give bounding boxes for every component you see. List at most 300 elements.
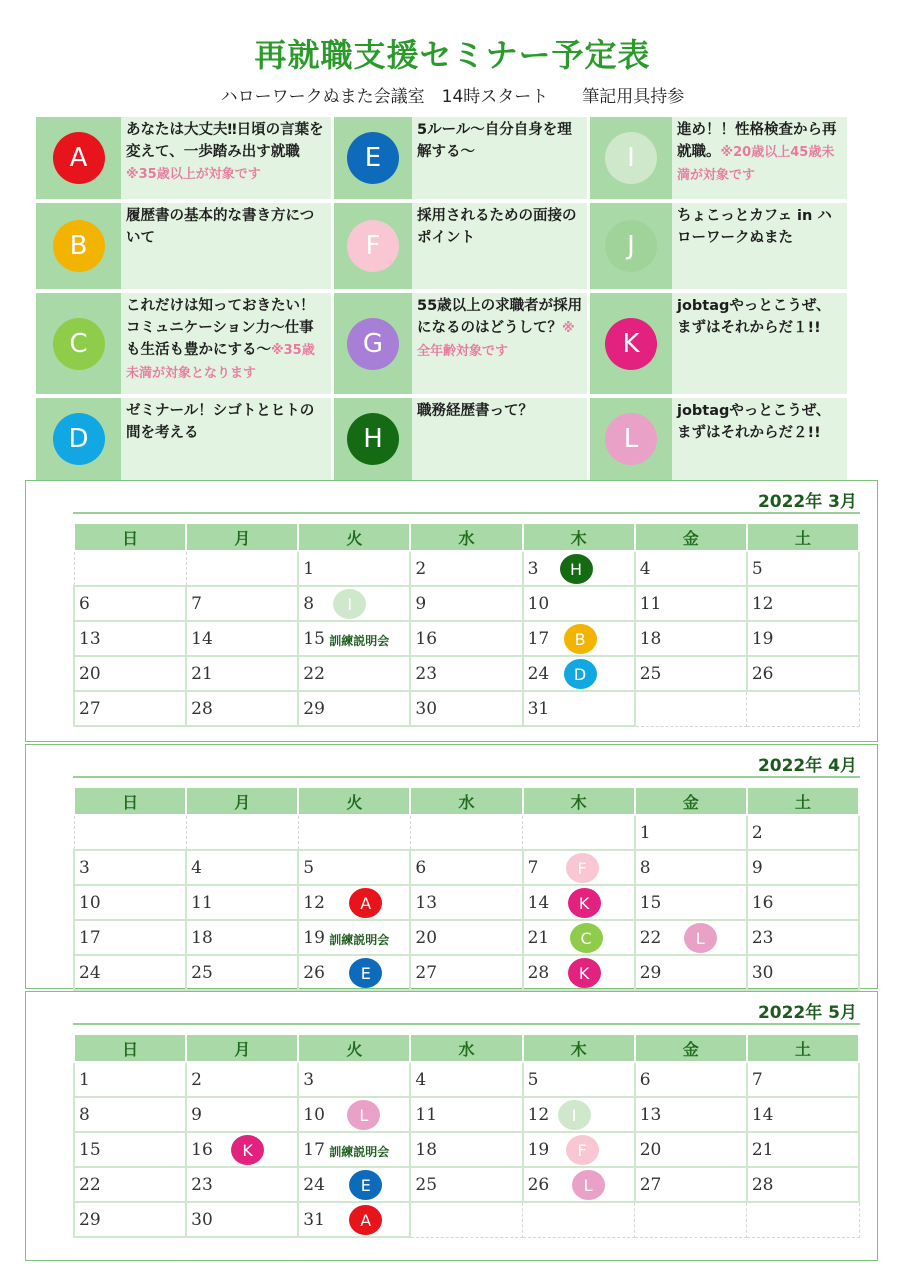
day-number: 9 (191, 1105, 202, 1125)
calendar-day (74, 815, 186, 850)
seminar-badge-a: A (53, 132, 105, 184)
calendar-day (74, 691, 186, 726)
day-number: 30 (751, 963, 774, 983)
day-number: 9 (415, 594, 427, 614)
day-number: 25 (415, 1175, 438, 1195)
calendar-week (74, 885, 859, 920)
day-number: 5 (303, 858, 315, 878)
seminar-marker-f: F (566, 853, 599, 883)
seminar-marker-b: B (564, 624, 597, 654)
day-number: 31 (527, 699, 550, 719)
day-number: 21 (751, 1140, 774, 1160)
day-number: 14 (751, 1105, 774, 1125)
legend-badge-box (334, 293, 412, 394)
calendar-day (410, 1167, 522, 1202)
legend-text (121, 398, 331, 480)
day-number: 27 (79, 699, 101, 719)
calendar-title: 2022年 5月 (757, 1003, 857, 1023)
legend-item-b (36, 203, 331, 289)
calendar-day (410, 920, 522, 955)
day-number: 23 (191, 1175, 213, 1195)
legend-text (412, 398, 587, 480)
calendar-title: 2022年 3月 (757, 492, 857, 512)
legend-row (36, 203, 872, 289)
seminar-badge-h: H (347, 413, 399, 465)
seminar-title: 職務経歴書って？ (417, 403, 533, 419)
legend-badge-box (590, 398, 672, 480)
day-number: 20 (639, 1140, 662, 1160)
seminar-title: jobtagやっとこうぜ、まずはそれからだ１!! (677, 298, 831, 336)
seminar-legend (36, 117, 872, 480)
calendar-day (74, 885, 186, 920)
legend-text (672, 117, 847, 199)
legend-row (36, 117, 872, 199)
weekday-header: 日 (74, 1034, 186, 1062)
legend-row (36, 398, 872, 480)
weekday-header: 木 (523, 787, 635, 815)
calendar-week (74, 1097, 859, 1132)
calendar-day (410, 815, 522, 850)
seminar-badge-e: E (347, 132, 399, 184)
day-number: 4 (191, 858, 202, 878)
seminar-marker-i: I (558, 1100, 591, 1130)
calendar-week (74, 621, 859, 656)
weekday-header: 木 (523, 523, 635, 551)
legend-item-c (36, 293, 331, 394)
calendar-day (186, 850, 298, 885)
calendar-day (523, 656, 635, 691)
calendar-rule (73, 776, 860, 778)
day-number: 19 (527, 1140, 550, 1160)
legend-row (36, 293, 872, 394)
seminar-note: ※20歳以上45歳未満が対象です (677, 145, 835, 183)
weekday-header: 土 (747, 787, 859, 815)
day-number: 10 (527, 594, 550, 614)
day-number: 10 (79, 893, 101, 913)
calendar-day (298, 691, 410, 726)
day-number: 3 (79, 858, 90, 878)
calendar-april (25, 744, 878, 989)
weekday-header: 水 (410, 1034, 522, 1062)
calendar-day (74, 1202, 186, 1237)
page-subtitle: ハローワークぬまた会議室 14時スタート 筆記用具持参 (220, 87, 685, 107)
day-number: 2 (415, 559, 427, 579)
calendar-day (298, 885, 410, 920)
seminar-note: ※35歳未満が対象となります (126, 343, 315, 381)
calendar-week (74, 1132, 859, 1167)
day-number: 29 (79, 1210, 101, 1230)
legend-text (412, 293, 587, 394)
calendar-day (74, 1167, 186, 1202)
legend-badge-box (36, 117, 121, 199)
weekday-header: 木 (523, 1034, 635, 1062)
legend-item-f (334, 203, 587, 289)
day-number: 18 (191, 928, 213, 948)
day-number: 7 (751, 1070, 763, 1090)
calendar-day (186, 920, 298, 955)
day-number: 13 (415, 893, 438, 913)
calendar-day (635, 551, 747, 586)
legend-badge-box (334, 203, 412, 289)
calendar-day (523, 850, 635, 885)
day-number: 4 (415, 1070, 427, 1090)
seminar-title: 55歳以上の求職者が採用になるのはどうして？ (417, 298, 583, 336)
legend-badge-box (590, 293, 672, 394)
calendar-day (635, 586, 747, 621)
calendar-rule (73, 512, 860, 514)
calendar-week (74, 1062, 859, 1097)
calendar-day (410, 1097, 522, 1132)
calendar-day (635, 621, 747, 656)
day-number: 11 (415, 1105, 438, 1125)
weekday-header: 金 (635, 1034, 747, 1062)
legend-badge-box (334, 117, 412, 199)
day-number: 15 (303, 629, 325, 649)
legend-badge-box (334, 398, 412, 480)
legend-text (121, 293, 331, 394)
calendar-day (410, 955, 522, 990)
calendar-week (74, 1167, 859, 1202)
calendar-week (74, 955, 859, 990)
calendar-week (74, 586, 859, 621)
calendar-day (298, 551, 410, 586)
event-label: 訓練説明会 (329, 933, 390, 947)
weekday-header: 日 (74, 787, 186, 815)
seminar-note: ※35歳以上が対象です (126, 167, 261, 182)
calendar-day (186, 1097, 298, 1132)
calendar-day (635, 815, 747, 850)
day-number: 10 (303, 1105, 325, 1125)
legend-badge-box (590, 203, 672, 289)
day-number: 5 (527, 1070, 539, 1090)
calendar-day (298, 955, 410, 990)
calendar-day (747, 885, 859, 920)
calendar-day (186, 1062, 298, 1097)
seminar-marker-h: H (560, 554, 593, 584)
day-number: 26 (527, 1175, 550, 1195)
day-number: 11 (191, 893, 213, 913)
legend-text (121, 203, 331, 289)
calendar-day (410, 850, 522, 885)
calendar-day (298, 1062, 410, 1097)
day-number: 12 (303, 893, 325, 913)
calendar-week (74, 815, 859, 850)
day-number: 28 (527, 963, 550, 983)
weekday-header: 水 (410, 787, 522, 815)
calendar-day (523, 691, 635, 726)
seminar-marker-a: A (349, 888, 382, 918)
calendar-day (523, 955, 635, 990)
seminar-marker-l: L (572, 1170, 605, 1200)
calendar-grid (73, 786, 860, 991)
calendar-day (523, 920, 635, 955)
day-number: 6 (415, 858, 427, 878)
calendar-day (747, 691, 859, 726)
calendar-grid (73, 1033, 860, 1238)
seminar-marker-e: E (349, 958, 382, 988)
day-number: 15 (79, 1140, 101, 1160)
day-number: 24 (303, 1175, 325, 1195)
legend-text (672, 398, 847, 480)
seminar-badge-k: K (605, 318, 657, 370)
day-number: 1 (639, 823, 651, 843)
day-number: 29 (303, 699, 325, 719)
weekday-header: 土 (747, 1034, 859, 1062)
legend-text (412, 117, 587, 199)
seminar-badge-f: F (347, 220, 399, 272)
seminar-marker-d: D (564, 659, 597, 689)
legend-badge-box (590, 117, 672, 199)
calendar-day (523, 815, 635, 850)
day-number: 3 (303, 1070, 315, 1090)
calendar-day (298, 1167, 410, 1202)
day-number: 15 (639, 893, 662, 913)
event-label: 訓練説明会 (329, 1145, 390, 1159)
calendar-day (410, 1202, 522, 1237)
page-title: 再就職支援セミナー予定表 (254, 36, 651, 74)
calendar-day (298, 1097, 410, 1132)
calendar-day (186, 621, 298, 656)
calendar-day (747, 1167, 859, 1202)
legend-badge-box (36, 398, 121, 480)
calendar-week (74, 656, 859, 691)
calendar-day (635, 955, 747, 990)
day-number: 23 (415, 664, 438, 684)
calendar-day (74, 850, 186, 885)
calendar-rule (73, 1023, 860, 1025)
day-number: 22 (79, 1175, 101, 1195)
day-number: 26 (303, 963, 325, 983)
seminar-marker-e: E (349, 1170, 382, 1200)
day-number: 16 (751, 893, 774, 913)
calendar-day (74, 1132, 186, 1167)
day-number: 30 (191, 1210, 213, 1230)
weekday-header: 土 (747, 523, 859, 551)
seminar-title: これだけは知っておきたい！コミュニケーション力～仕事も生活も豊かにする～ (126, 298, 315, 358)
day-number: 27 (415, 963, 438, 983)
legend-item-g (334, 293, 587, 394)
weekday-header: 金 (635, 523, 747, 551)
calendar-day (298, 920, 410, 955)
calendar-week (74, 920, 859, 955)
calendar-day (747, 1097, 859, 1132)
day-number: 21 (191, 664, 213, 684)
seminar-title: 5ルール～自分自身を理解する～ (417, 122, 572, 160)
day-number: 4 (639, 559, 651, 579)
calendar-day (410, 621, 522, 656)
calendar-day (74, 1062, 186, 1097)
calendar-day (186, 586, 298, 621)
day-number: 8 (303, 594, 315, 614)
day-number: 8 (639, 858, 651, 878)
calendar-day (74, 656, 186, 691)
calendar-day (747, 1202, 859, 1237)
calendar-day (747, 1132, 859, 1167)
day-number: 13 (79, 629, 101, 649)
calendar-day (523, 885, 635, 920)
seminar-title: ちょこっとカフェ in ハローワークぬまた (677, 208, 832, 246)
seminar-title: あなたは大丈夫‼日頃の言葉を変えて、一歩踏み出す就職 (126, 122, 324, 160)
calendar-day (523, 1202, 635, 1237)
calendar-day (298, 1202, 410, 1237)
calendar-day (747, 955, 859, 990)
calendar-day (747, 551, 859, 586)
calendar-week (74, 1202, 859, 1237)
calendar-day (298, 1132, 410, 1167)
day-number: 24 (527, 664, 550, 684)
calendar-day (523, 586, 635, 621)
seminar-badge-c: C (53, 318, 105, 370)
day-number: 1 (79, 1070, 90, 1090)
legend-badge-box (36, 203, 121, 289)
legend-text (672, 293, 847, 394)
weekday-header: 水 (410, 523, 522, 551)
day-number: 11 (639, 594, 662, 614)
calendar-day (635, 1167, 747, 1202)
day-number: 3 (527, 559, 539, 579)
weekday-header: 月 (186, 1034, 298, 1062)
calendar-day (74, 920, 186, 955)
day-number: 2 (751, 823, 763, 843)
calendar-week (74, 691, 859, 726)
calendar-day (298, 621, 410, 656)
legend-item-i (590, 117, 847, 199)
calendar-day (635, 850, 747, 885)
seminar-marker-k: K (568, 888, 601, 918)
day-number: 22 (639, 928, 662, 948)
seminar-title: jobtagやっとこうぜ、まずはそれからだ２!! (677, 403, 831, 441)
day-number: 14 (527, 893, 550, 913)
seminar-title: ゼミナール！シゴトとヒトの間を考える (126, 403, 315, 441)
calendar-march (25, 480, 878, 742)
calendar-day (523, 1062, 635, 1097)
day-number: 25 (639, 664, 662, 684)
seminar-badge-d: D (53, 413, 105, 465)
day-number: 28 (751, 1175, 774, 1195)
calendar-day (410, 551, 522, 586)
seminar-marker-a: A (349, 1205, 382, 1235)
day-number: 2 (191, 1070, 202, 1090)
calendar-day (74, 586, 186, 621)
calendar-day (410, 656, 522, 691)
legend-badge-box (36, 293, 121, 394)
day-number: 25 (191, 963, 213, 983)
seminar-marker-k: K (568, 958, 601, 988)
seminar-badge-l: L (605, 413, 657, 465)
calendar-day (186, 691, 298, 726)
calendar-day (747, 815, 859, 850)
day-number: 20 (79, 664, 101, 684)
weekday-header: 月 (186, 787, 298, 815)
calendar-day (523, 551, 635, 586)
calendar-day (635, 691, 747, 726)
legend-item-a (36, 117, 331, 199)
legend-text (412, 203, 587, 289)
legend-item-d (36, 398, 331, 480)
weekday-header: 火 (298, 787, 410, 815)
day-number: 16 (415, 629, 438, 649)
calendar-day (635, 885, 747, 920)
legend-item-l (590, 398, 847, 480)
day-number: 30 (415, 699, 438, 719)
seminar-title: 採用されるための面接のポイント (417, 208, 577, 246)
calendar-day (186, 551, 298, 586)
day-number: 22 (303, 664, 325, 684)
weekday-header: 金 (635, 787, 747, 815)
calendar-title: 2022年 4月 (757, 756, 857, 776)
calendar-day (410, 691, 522, 726)
calendar-day (410, 1062, 522, 1097)
seminar-badge-i: I (605, 132, 657, 184)
day-number: 28 (191, 699, 213, 719)
calendar-day (410, 1132, 522, 1167)
seminar-badge-j: J (605, 220, 657, 272)
day-number: 7 (527, 858, 539, 878)
weekday-header: 月 (186, 523, 298, 551)
calendar-day (635, 920, 747, 955)
calendar-day (635, 1202, 747, 1237)
day-number: 17 (527, 629, 550, 649)
calendar-day (523, 621, 635, 656)
calendar-day (186, 815, 298, 850)
calendar-day (747, 920, 859, 955)
calendar-day (410, 586, 522, 621)
calendar-day (186, 1167, 298, 1202)
calendar-day (523, 1097, 635, 1132)
day-number: 19 (751, 629, 774, 649)
seminar-marker-k: K (231, 1135, 264, 1165)
event-label: 訓練説明会 (329, 634, 390, 648)
legend-text (121, 117, 331, 199)
day-number: 7 (191, 594, 202, 614)
seminar-marker-f: F (566, 1135, 599, 1165)
legend-text (672, 203, 847, 289)
calendar-day (186, 1132, 298, 1167)
calendar-day (298, 815, 410, 850)
day-number: 12 (751, 594, 774, 614)
day-number: 20 (415, 928, 438, 948)
legend-item-h (334, 398, 587, 480)
calendar-day (74, 551, 186, 586)
calendar-day (186, 656, 298, 691)
day-number: 18 (639, 629, 662, 649)
seminar-marker-l: L (347, 1100, 380, 1130)
calendar-day (298, 850, 410, 885)
seminar-marker-c: C (570, 923, 603, 953)
day-number: 18 (415, 1140, 438, 1160)
calendar-day (747, 586, 859, 621)
weekday-header: 火 (298, 523, 410, 551)
seminar-title: 履歴書の基本的な書き方について (126, 208, 315, 246)
calendar-day (186, 1202, 298, 1237)
legend-item-e (334, 117, 587, 199)
seminar-badge-g: G (347, 318, 399, 370)
calendar-may (25, 991, 878, 1261)
day-number: 12 (527, 1105, 550, 1125)
calendar-day (747, 621, 859, 656)
day-number: 14 (191, 629, 213, 649)
day-number: 1 (303, 559, 315, 579)
calendar-day (635, 656, 747, 691)
day-number: 24 (79, 963, 101, 983)
day-number: 17 (79, 928, 101, 948)
calendar-day (298, 656, 410, 691)
day-number: 8 (79, 1105, 90, 1125)
seminar-note: ※全年齢対象です (417, 321, 575, 359)
day-number: 23 (751, 928, 774, 948)
day-number: 19 (303, 928, 325, 948)
calendar-day (186, 955, 298, 990)
